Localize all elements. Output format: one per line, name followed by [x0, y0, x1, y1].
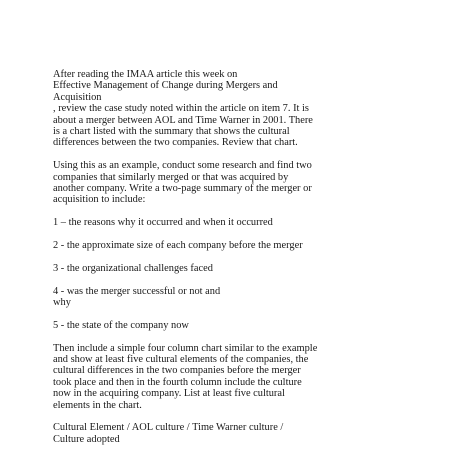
- intro-line: is a chart listed with the summary that shows the cultural: [53, 126, 290, 138]
- list-item-4: [53, 286, 423, 309]
- instruction-line: Using this as an example, conduct some research and find two: [53, 160, 312, 172]
- column-header-line: Cultural Element / AOL culture / Time Warner culture /: [53, 422, 284, 434]
- list-item-line: 3 - the organizational challenges faced: [53, 262, 213, 274]
- list-item-line: 4 - was the merger successful or not and: [53, 285, 221, 297]
- list-item-5: [53, 320, 423, 331]
- chart-instruction-line: Then include a simple four column chart similar to the example: [53, 342, 318, 354]
- list-item-line: 1 – the reasons why it occurred and when it occurred: [53, 217, 273, 229]
- chart-instruction-line: and show at least five cultural elements of the companies, the: [53, 354, 309, 366]
- document-body: [53, 69, 423, 457]
- instruction-paragraph: [53, 160, 423, 206]
- chart-instruction-line: took place and then in the fourth column include the culture: [53, 376, 302, 388]
- list-item-line: why: [53, 297, 71, 309]
- chart-instruction-line: now in the acquiring company. List at least five cultural: [53, 388, 285, 400]
- chart-instruction-paragraph: [53, 343, 423, 411]
- instruction-line: another company. Write a two-page summary of the merger or: [53, 183, 312, 195]
- intro-line: differences between the two companies. Review that chart.: [53, 137, 298, 149]
- intro-line: about a merger between AOL and Time Warner in 2001. There: [53, 114, 313, 126]
- list-item-line: 5 - the state of the company now: [53, 319, 189, 331]
- list-item-3: [53, 263, 423, 274]
- column-header-paragraph: [53, 422, 423, 445]
- intro-paragraph: [53, 69, 423, 149]
- chart-instruction-line: elements in the chart.: [53, 399, 142, 411]
- intro-line: Effective Management of Change during Mergers and: [53, 80, 278, 92]
- intro-line: After reading the IMAA article this week on: [53, 69, 238, 80]
- column-header-line: Culture adopted: [53, 433, 120, 445]
- instruction-line: companies that similarly merged or that was acquired by: [53, 171, 289, 183]
- intro-line: Acquisition: [53, 91, 102, 103]
- chart-instruction-line: cultural differences in the two companies before the merger: [53, 365, 301, 377]
- intro-line: , review the case study noted within the article on item 7. It is: [53, 103, 309, 115]
- instruction-line: acquisition to include:: [53, 194, 146, 206]
- list-item-1: [53, 217, 423, 228]
- list-item-line: 2 - the approximate size of each company before the merger: [53, 240, 303, 252]
- list-item-2: [53, 240, 423, 251]
